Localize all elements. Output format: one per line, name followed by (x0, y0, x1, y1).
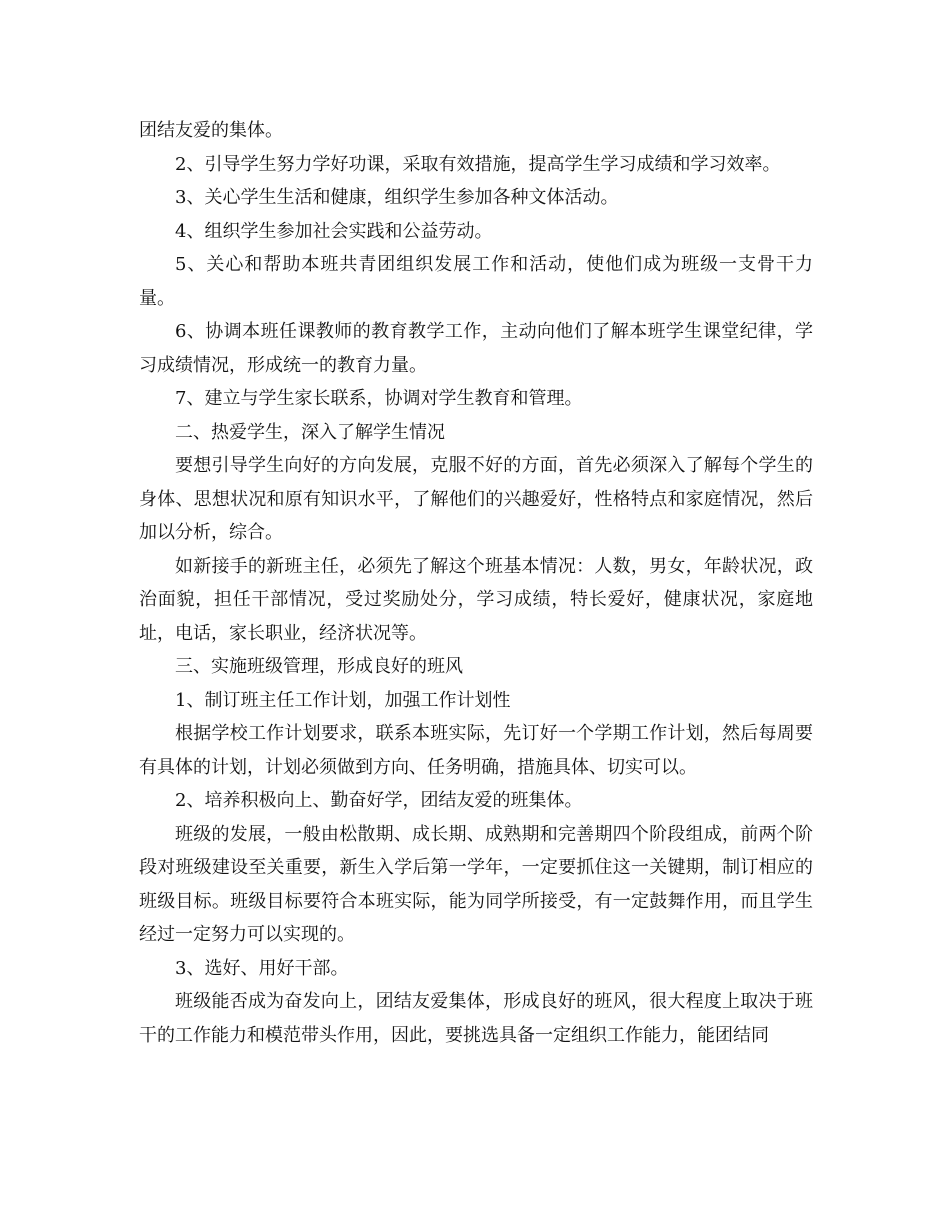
paragraph: 根据学校工作计划要求，联系本班实际，先订好一个学期工作计划，然后每周要有具体的计划，计划必须做到方向、任务明确，措施具体、切实可以。 (139, 723, 813, 778)
paragraph: 1、制订班主任工作计划，加强工作计划性 (175, 689, 511, 711)
paragraph: 班级能否成为奋发向上，团结友爱集体，形成良好的班风，很大程度上取决于班干的工作能力和模范带头作用，因此，要挑选具备一定组织工作能力，能团结同 (139, 991, 813, 1046)
document-body (139, 114, 813, 1052)
paragraph: 团结友爱的集体。 (139, 120, 283, 141)
paragraph: 如新接手的新班主任，必须先了解这个班基本情况：人数，男女，年龄状况，政治面貌，担任干部情况，受过奖励处分，学习成绩，特长爱好，健康状况，家庭地址，电话，家长职业，经济状况等。 (139, 555, 813, 644)
paragraph: 二、热爱学生，深入了解学生情况 (175, 421, 445, 443)
paragraph: 7、建立与学生家长联系，协调对学生教育和管理。 (175, 388, 583, 409)
paragraph: 5、关心和帮助本班共青团组织发展工作和活动，使他们成为班级一支骨干力量。 (139, 254, 813, 309)
paragraph: 4、组织学生参加社会实践和公益劳动。 (175, 220, 493, 242)
paragraph: 三、实施班级管理，形成良好的班风 (175, 656, 463, 677)
paragraph: 3、关心学生生活和健康，组织学生参加各种文体活动。 (175, 187, 619, 208)
paragraph: 2、引导学生努力学好功课，采取有效措施，提高学生学习成绩和学习效率。 (175, 153, 781, 175)
paragraph: 6、协调本班任课教师的教育教学工作，主动向他们了解本班学生课堂纪律，学习成绩情况，形成统一的教育力量。 (139, 321, 813, 376)
paragraph: 要想引导学生向好的方向发展，克服不好的方面，首先必须深入了解每个学生的身体、思想状况和原有知识水平，了解他们的兴趣爱好，性格特点和家庭情况，然后加以分析，综合。 (139, 455, 813, 543)
paragraph: 3、选好、用好干部。 (175, 957, 349, 979)
paragraph: 班级的发展，一般由松散期、成长期、成熟期和完善期四个阶段组成，前两个阶段对班级建设至关重要，新生入学后第一学年，一定要抓住这一关键期，制订相应的班级目标。班级目标要符合本班实际，能为同学所接受，有一定鼓舞作用，而且学生经过一定努力可以实现的。 (139, 823, 813, 945)
paragraph: 2、培养积极向上、勤奋好学，团结友爱的班集体。 (175, 790, 583, 811)
